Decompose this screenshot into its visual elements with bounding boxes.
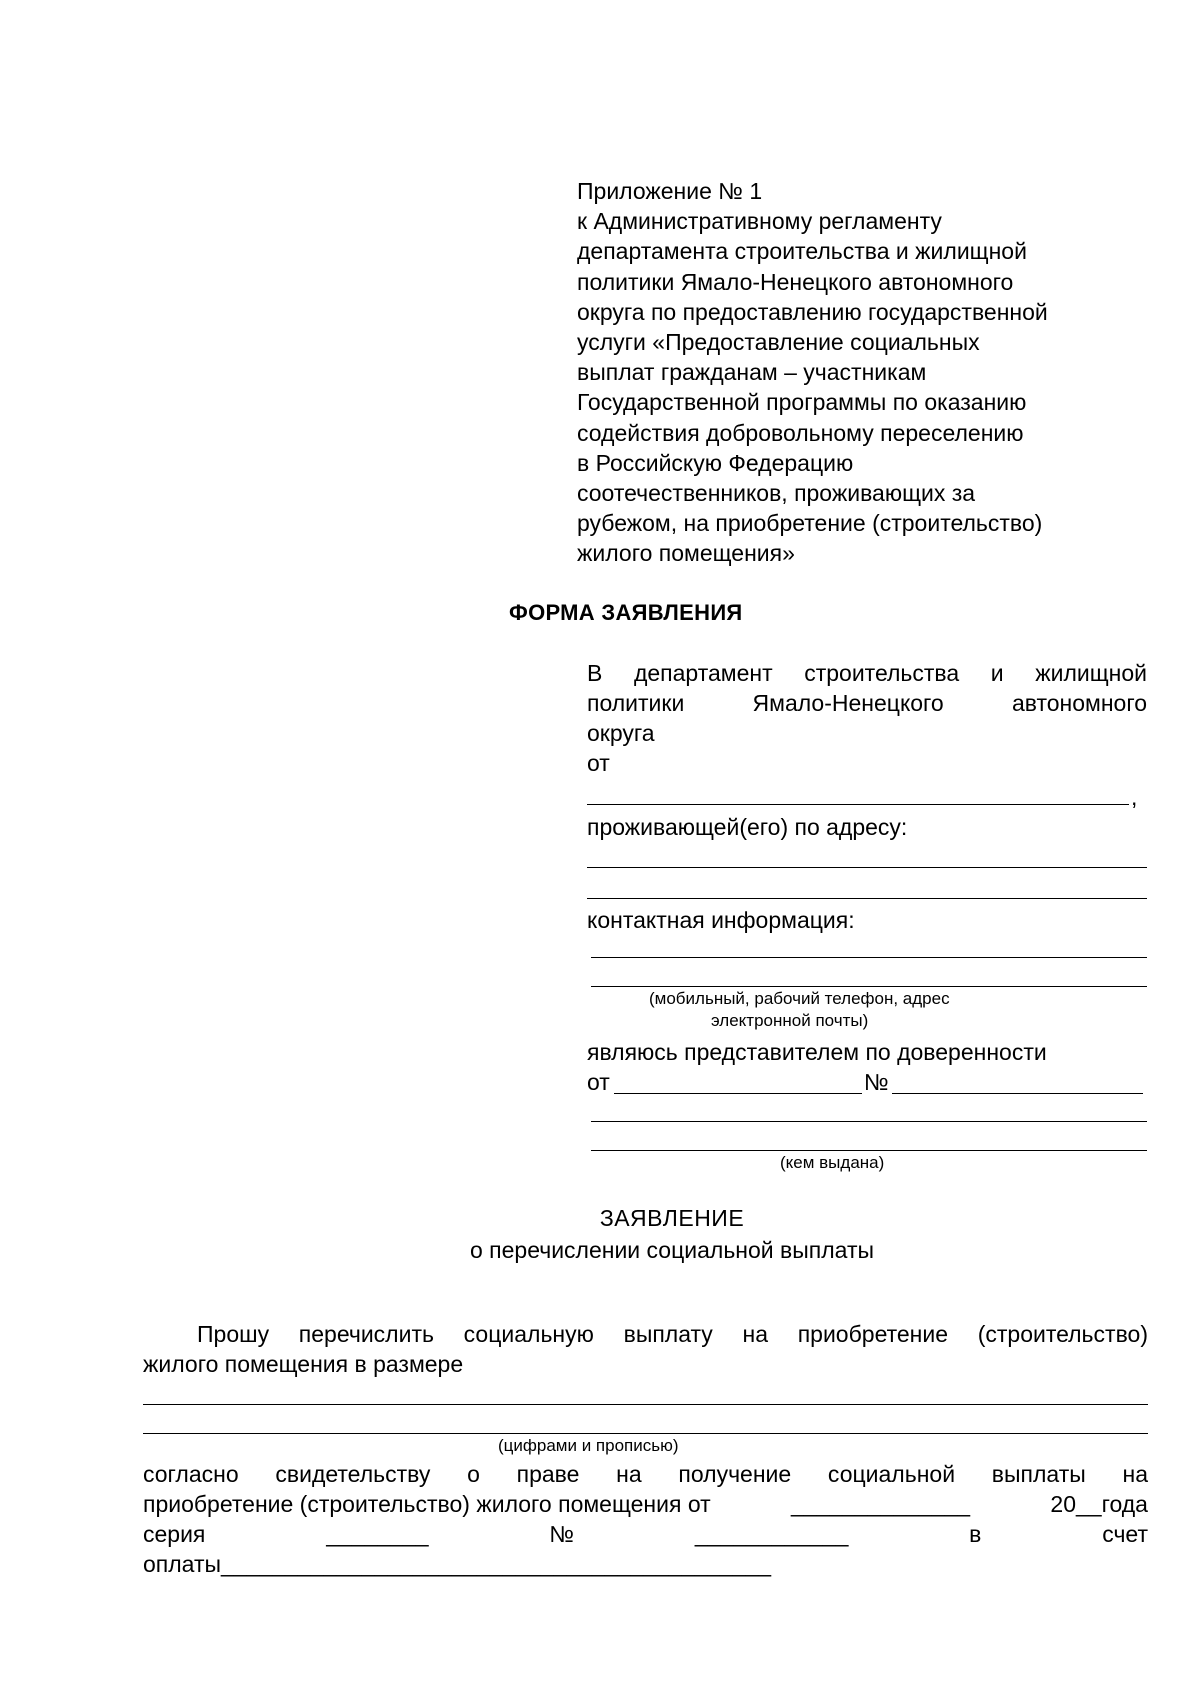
- appendix-block: [577, 176, 1137, 569]
- cert-year: 20__года: [1050, 1491, 1148, 1517]
- series-blank[interactable]: ________: [326, 1521, 429, 1547]
- amount-line-2[interactable]: [143, 1433, 1148, 1434]
- contact-line-1[interactable]: [591, 957, 1147, 958]
- issued-by-line-2[interactable]: [591, 1150, 1147, 1151]
- series-label: серия: [143, 1521, 206, 1547]
- issued-by-line-1[interactable]: [591, 1121, 1147, 1122]
- contact-label: контактная информация:: [587, 907, 855, 933]
- residing-label: проживающей(его) по адресу:: [587, 814, 908, 840]
- address-line-2[interactable]: [587, 898, 1147, 899]
- appendix-line: соотечественников, проживающих за: [577, 480, 976, 507]
- appendix-line: содействия добровольному переселению: [577, 419, 1024, 446]
- request-line-1: [143, 1319, 1148, 1349]
- cert-line-3: [143, 1519, 1148, 1549]
- certificate-paragraph: [143, 1459, 1148, 1579]
- cert-line-2: [143, 1489, 1148, 1519]
- request-line-2: жилого помещения в размере: [143, 1351, 464, 1377]
- appendix-line: жилого помещения»: [577, 540, 795, 567]
- cert-line-4: [143, 1549, 1148, 1579]
- addressee-line-1: В департамент строительства и жилищной: [587, 660, 1147, 686]
- appendix-line: Государственной программы по оказанию: [577, 389, 1027, 416]
- from2-label: от: [587, 1069, 610, 1095]
- appendix-line: департамента строительства и жилищной: [577, 238, 1027, 265]
- power-of-attorney-number-line[interactable]: [892, 1093, 1143, 1094]
- payment-label: оплаты: [143, 1551, 222, 1577]
- addressee-block: [587, 658, 1147, 778]
- account-label: счет: [1102, 1521, 1148, 1547]
- statement-title: ЗАЯВЛЕНИЕ: [599, 1205, 745, 1231]
- cert-line-2-text: приобретение (строительство) жилого помещения от: [143, 1491, 711, 1517]
- amount-hint: (цифрами и прописью): [498, 1436, 679, 1455]
- appendix-line: услуги «Предоставление социальных: [577, 329, 980, 356]
- address-line-1[interactable]: [587, 867, 1147, 868]
- addressee-line-2: политики Ямало-Ненецкого автономного: [587, 690, 1147, 716]
- appendix-line: к Административному регламенту: [577, 208, 942, 235]
- in-label: в: [969, 1521, 982, 1547]
- cert-line-1: согласно свидетельству о праве на получение социальной выплаты на: [143, 1461, 1148, 1487]
- issued-by-hint: (кем выдана): [780, 1153, 885, 1172]
- appendix-line: округа по предоставлению государственной: [577, 298, 1048, 325]
- contact-hint-2: электронной почты): [711, 1011, 869, 1030]
- appendix-line: выплат гражданам – участникам: [577, 359, 927, 386]
- appendix-line: рубежом, на приобретение (строительство): [577, 510, 1043, 537]
- appendix-line: Приложение № 1: [577, 178, 763, 204]
- request-paragraph: [143, 1319, 1148, 1379]
- applicant-name-line[interactable]: [587, 804, 1129, 805]
- statement-subtitle: о перечислении социальной выплаты: [469, 1237, 875, 1263]
- power-of-attorney-date-line[interactable]: [614, 1093, 862, 1094]
- number-sign: №: [864, 1069, 889, 1095]
- appendix-line: политики Ямало-Ненецкого автономного: [577, 268, 1014, 295]
- appendix-line: в Российскую Федерацию: [577, 449, 854, 476]
- representative-label: являюсь представителем по доверенности: [587, 1039, 1047, 1065]
- amount-line-1[interactable]: [143, 1404, 1148, 1405]
- comma: ,: [1131, 784, 1138, 810]
- addressee-line-3: округа: [587, 720, 655, 746]
- from-label: от: [587, 750, 610, 776]
- contact-hint-1: (мобильный, рабочий телефон, адрес: [649, 989, 950, 1008]
- request-line-1-text: Прошу перечислить социальную выплату на приобретение (строительство): [197, 1321, 1148, 1347]
- number-label: №: [549, 1521, 575, 1547]
- payment-blank[interactable]: ___________________________________________: [221, 1551, 772, 1577]
- form-title: ФОРМА ЗАЯВЛЕНИЯ: [509, 600, 743, 625]
- cert-date-blank[interactable]: ______________: [790, 1491, 971, 1517]
- contact-line-2[interactable]: [591, 986, 1147, 987]
- number-blank[interactable]: ____________: [694, 1521, 849, 1547]
